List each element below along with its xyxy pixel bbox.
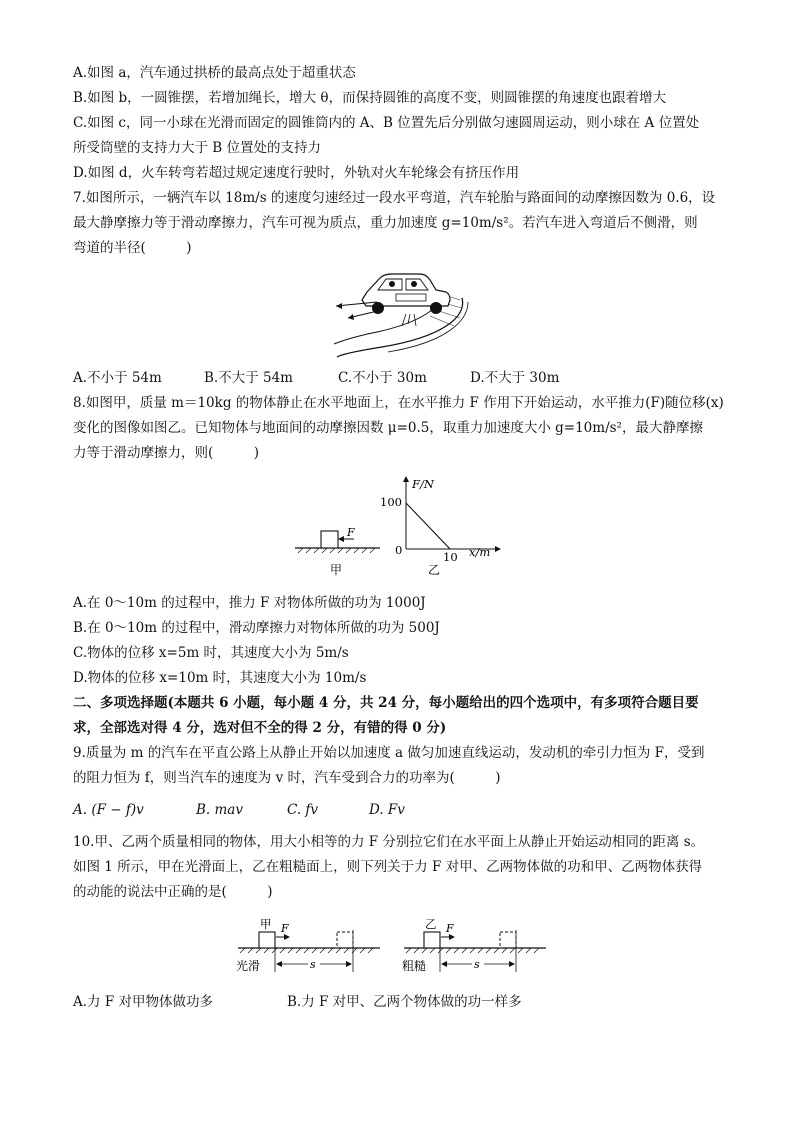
section2-header-1: 二、多项选择题(本题共 6 小题，每小题 4 分，共 24 分，每小题给出的四个选项中，有多项符合题目要 — [73, 695, 699, 711]
q10-options — [73, 993, 673, 1011]
q6-option-c: C.如图 c，同一小球在光滑而固定的圆锥筒内的 A、B 位置先后分别做匀速圆周运动，则小球在 A 位置处 — [73, 115, 700, 131]
q10-block-jia — [259, 932, 275, 948]
q8-y-axis-label: F/N — [412, 477, 434, 491]
q8-y-tick: 100 — [380, 495, 402, 509]
q9-option-b[interactable]: B. mav — [196, 802, 243, 818]
section2-header-2: 求，全部选对得 4 分，选对但不全的得 2 分，有错的得 0 分) — [73, 720, 447, 736]
q9-options — [73, 801, 573, 819]
q8-jia-label: 甲 — [330, 563, 343, 577]
q8-graph-line — [406, 503, 450, 549]
q9-stem-1: 9.质量为 m 的汽车在平直公路上从静止开始以加速度 a 做匀加速直线运动，发动机的牵引力恒为 F，受到 — [73, 745, 705, 761]
q7-option-d[interactable]: D.不大于 30m — [470, 370, 560, 386]
q7-car-on-curve-figure — [322, 262, 470, 358]
q8-stem-3: 力等于滑动摩擦力，则( ) — [73, 445, 260, 461]
q6-option-c-cont: 所受筒壁的支持力大于 B 位置处的支持力 — [73, 140, 322, 156]
q7-option-a[interactable]: A.不小于 54m — [73, 370, 162, 386]
q7-option-c[interactable]: C.不小于 30m — [338, 370, 427, 386]
q8-origin: 0 — [395, 543, 403, 557]
q6-option-b: B.如图 b，一圆锥摆，若增加绳长，增大 θ，而保持圆锥的高度不变，则圆锥摆的角速度也跟着增大 — [73, 90, 667, 106]
q6-option-d: D.如图 d，火车转弯若超过规定速度行驶时，外轨对火车轮缘会有挤压作用 — [73, 165, 520, 181]
q8-option-c[interactable]: C.物体的位移 x=5m 时，其速度大小为 5m/s — [73, 645, 349, 661]
q10-option-a[interactable]: A.力 F 对甲物体做功多 — [73, 994, 213, 1010]
q8-yi-label: 乙 — [428, 563, 441, 577]
q10-jia-label: 甲 — [260, 917, 272, 931]
q7-stem-2: 最大静摩擦力等于滑动摩擦力，汽车可视为质点，重力加速度 g=10m/s²。若汽车进入弯道后不侧滑，则 — [73, 215, 698, 231]
q7-options — [73, 369, 673, 387]
q7-option-b[interactable]: B.不大于 54m — [204, 370, 293, 386]
q10-dist-label-jia: s — [310, 958, 316, 971]
q10-dist-label-yi: s — [474, 958, 480, 971]
q8-figure — [290, 470, 505, 585]
q6-option-a: A.如图 a，汽车通过拱桥的最高点处于超重状态 — [73, 65, 356, 81]
q8-x-tick: 10 — [443, 550, 458, 564]
q9-stem-2: 的阻力恒为 f，则当汽车的速度为 v 时，汽车受到合力的功率为( ) — [73, 770, 501, 786]
q10-stem-1: 10.甲、乙两个质量相同的物体，用大小相等的力 F 分别拉它们在水平面上从静止开始运动相同的距离 s。 — [73, 834, 705, 850]
q10-force-label-yi: F — [446, 922, 454, 935]
q10-block-yi — [424, 932, 440, 948]
q10-rough-label: 粗糙 — [402, 959, 427, 973]
q8-x-axis-label: x/m — [469, 545, 491, 559]
q9-option-d[interactable]: D. Fv — [369, 802, 405, 818]
q8-stem-1: 8.如图甲，质量 m＝10kg 的物体静止在水平地面上，在水平推力 F 作用下开始运动，水平推力(F)随位移(x) — [73, 395, 724, 411]
q8-option-d[interactable]: D.物体的位移 x=10m 时，其速度大小为 10m/s — [73, 670, 367, 686]
q8-stem-2: 变化的图像如图乙。已知物体与地面间的动摩擦因数 μ=0.5，取重力加速度大小 g=10m/s²，最大静摩擦 — [73, 420, 703, 436]
q7-stem-1: 7.如图所示，一辆汽车以 18m/s 的速度匀速经过一段水平弯道，汽车轮胎与路面间的动摩擦因数为 0.6，设 — [73, 190, 716, 206]
q10-yi-label: 乙 — [425, 917, 437, 931]
q10-force-label-jia: F — [281, 922, 289, 935]
q10-smooth-label: 光滑 — [236, 959, 261, 973]
q9-option-c[interactable]: C. fv — [287, 802, 319, 818]
q8-block — [321, 531, 338, 548]
q10-figure — [232, 910, 552, 982]
q9-option-a[interactable]: A. (F − f)v — [73, 802, 144, 818]
q10-option-b[interactable]: B.力 F 对甲、乙两个物体做的功一样多 — [287, 994, 522, 1010]
q10-stem-3: 的动能的说法中正确的是( ) — [73, 884, 273, 900]
q7-stem-3: 弯道的半径( ) — [73, 240, 192, 256]
q10-stem-2: 如图 1 所示，甲在光滑面上，乙在粗糙面上，则下列关于力 F 对甲、乙两物体做的功和甲、乙两物体获得 — [73, 859, 703, 875]
q8-option-a[interactable]: A.在 0～10m 的过程中，推力 F 对物体所做的功为 1000J — [73, 595, 426, 611]
q8-force-label: F — [347, 526, 355, 539]
q8-option-b[interactable]: B.在 0～10m 的过程中，滑动摩擦力对物体所做的功为 500J — [73, 620, 440, 636]
